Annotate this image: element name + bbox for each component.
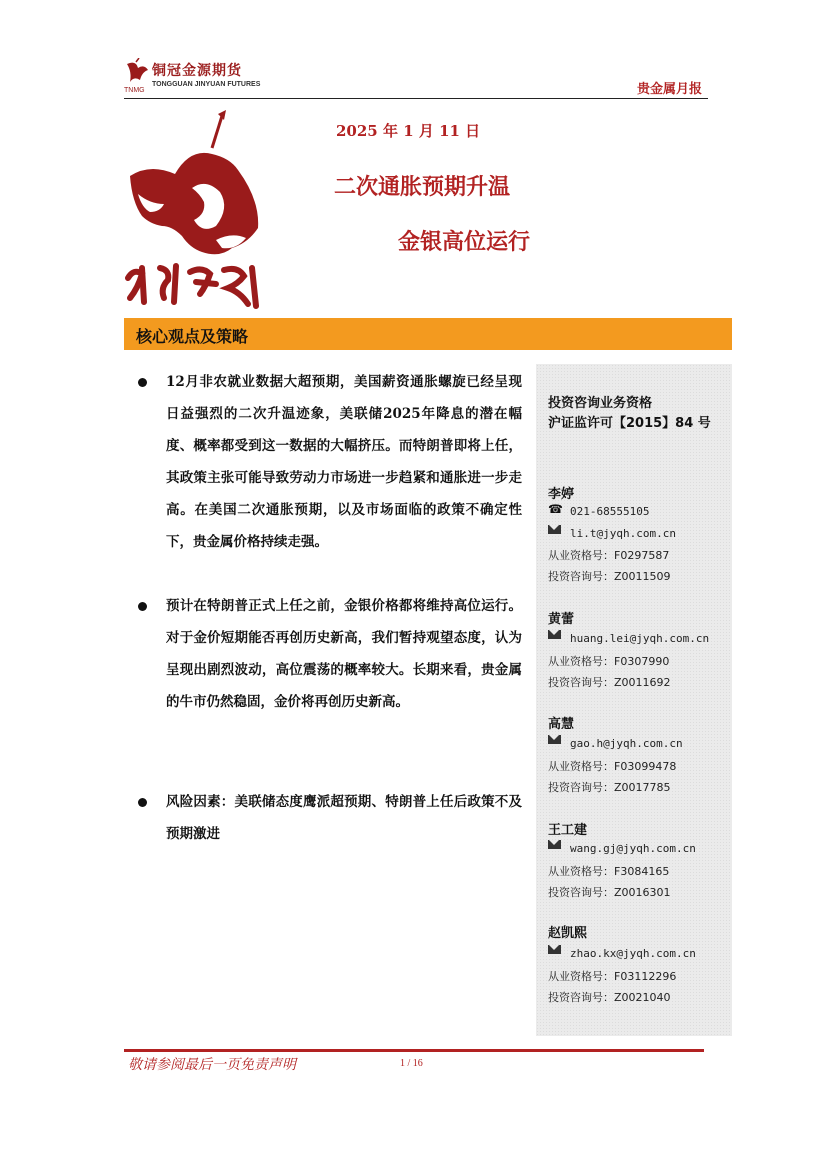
analyst-advisory-no: 投资咨询号：Z0011509 [548,570,671,583]
analyst-email[interactable]: huang.lei@jyqh.com.cn [570,632,710,645]
emblem-logo-icon [120,108,270,313]
report-date: 2025 年 1 月 11 日 [336,122,481,140]
phone-icon: ☎ [548,502,563,516]
company-name-cn: 铜冠金源期货 [152,63,242,79]
analyst-name: 高慧 [548,717,575,732]
analyst-practice-no: 从业资格号：F0307990 [548,655,670,668]
qualification-line2: 沪证监许可【2015】84 号 [548,416,711,431]
qualification-line1: 投资咨询业务资格 [548,396,653,411]
mail-icon [548,630,561,639]
analyst-email[interactable]: wang.gj@jyqh.com.cn [570,842,696,855]
mail-icon [548,840,561,849]
analyst-advisory-no: 投资咨询号：Z0016301 [548,886,671,899]
analyst-name: 黄蕾 [548,612,575,627]
analyst-phone: 021-68555105 [570,505,650,518]
report-title-line1: 二次通胀预期升温 [334,175,511,200]
company-abbr: TNMG [124,87,145,94]
company-logo-icon [124,58,150,88]
analyst-practice-no: 从业资格号：F3084165 [548,865,670,878]
bullet-item: 预计在特朗普正式上任之前，金银价格都将维持高位运行。对于金价短期能否再创历史新高，我们暂持观望态度，认为呈现出剧烈波动，高位震荡的概率较大。长期来看，贵金属的牛市仍然稳固，金价将再创历史新高。 [166,598,522,710]
report-title-line2: 金银高位运行 [398,230,531,255]
mail-icon [548,945,561,954]
report-type: 贵金属月报 [636,82,702,97]
analyst-advisory-no: 投资咨询号：Z0021040 [548,991,671,1004]
company-name-en: TONGGUAN JINYUAN FUTURES [152,81,261,88]
bullet-icon [138,602,147,611]
analyst-practice-no: 从业资格号：F03099478 [548,760,677,773]
page-number: 1 / 16 [400,1058,423,1069]
analyst-name: 赵凯熙 [548,926,588,941]
mail-icon [548,525,561,534]
analyst-email[interactable]: zhao.kx@jyqh.com.cn [570,947,696,960]
analyst-advisory-no: 投资咨询号：Z0017785 [548,781,671,794]
section-title: 核心观点及策略 [136,327,249,346]
analyst-email[interactable]: li.t@jyqh.com.cn [570,527,676,540]
header-divider [124,98,708,99]
bullet-icon [138,378,147,387]
mail-icon [548,735,561,744]
footer-divider [124,1049,704,1052]
analyst-name: 李婷 [548,487,575,502]
analyst-advisory-no: 投资咨询号：Z0011692 [548,676,671,689]
bullet-item: 风险因素：美联储态度鹰派超预期、特朗普上任后政策不及预期激进 [166,794,522,842]
bullet-item: 12月非农就业数据大超预期，美国薪资通胀螺旋已经呈现日益强烈的二次升温迹象，美联储2025年降息的潜在幅度、概率都受到这一数据的大幅挤压。而特朗普即将上任，其政策主张可能导致劳动力市场进一步趋紧和通胀进一步走高。在美国二次通胀预期，以及市场面临的政策不确定性下，贵金属价格持续走强。 [166,374,522,550]
analyst-practice-no: 从业资格号：F03112296 [548,970,677,983]
analyst-email[interactable]: gao.h@jyqh.com.cn [570,737,683,750]
analyst-name: 王工建 [548,823,588,838]
footer-disclaimer: 敬请参阅最后一页免责声明 [128,1057,296,1073]
bullet-icon [138,798,147,807]
analyst-practice-no: 从业资格号：F0297587 [548,549,670,562]
